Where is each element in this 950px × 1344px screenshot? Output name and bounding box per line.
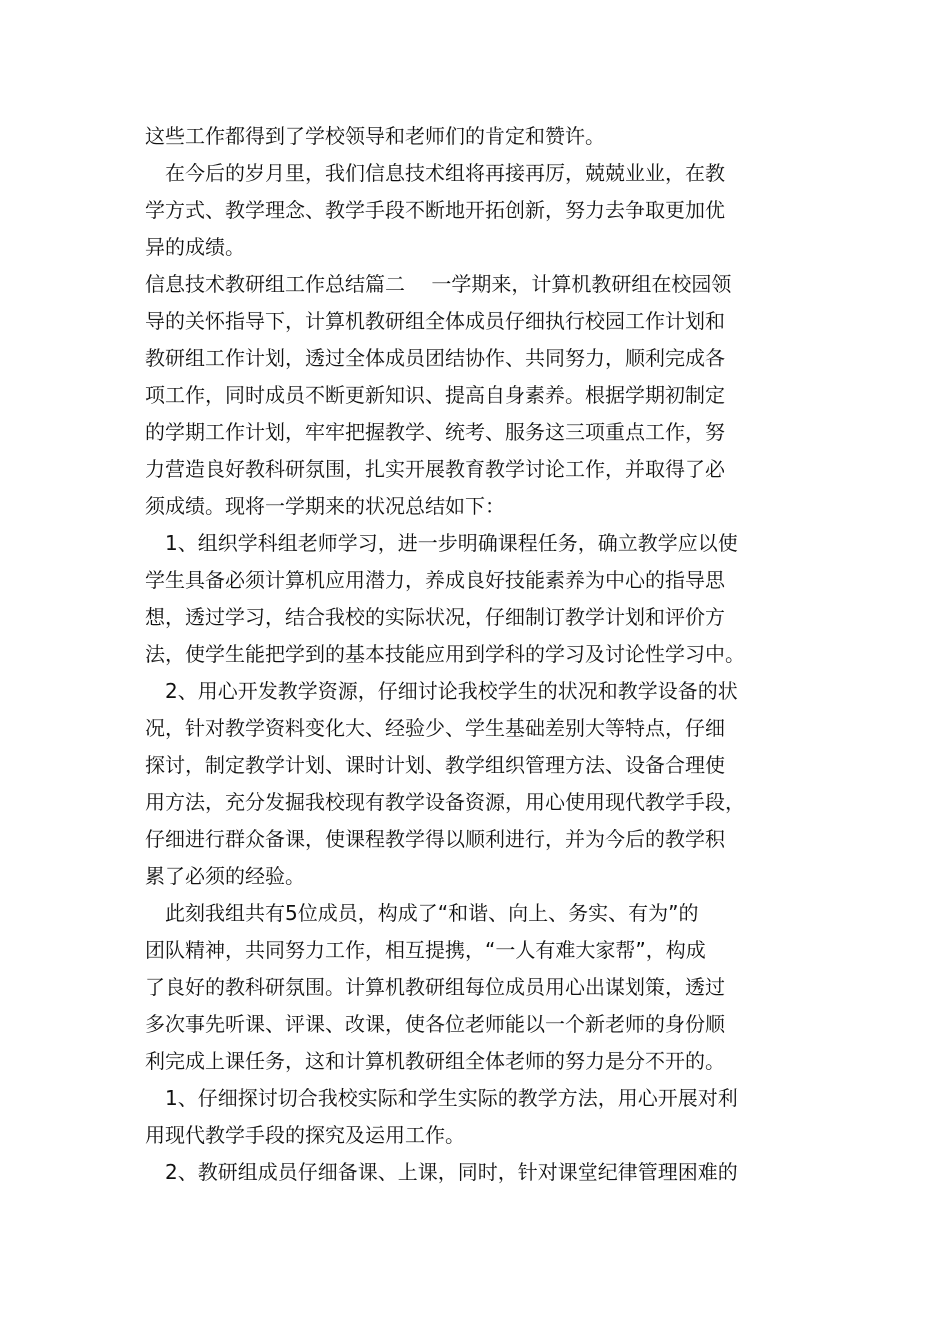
text-line: 信息技术教研组工作总结篇二 一学期来，计算机教研组在校园领 bbox=[145, 272, 732, 296]
text-line: 1、组织学科组老师学习，进一步明确课程任务，确立教学应以使 bbox=[145, 531, 738, 555]
text-line: 团队精神，共同努力工作，相互提携，“一人有难大家帮”，构成 bbox=[145, 938, 706, 962]
text-line: 导的关怀指导下，计算机教研组全体成员仔细执行校园工作计划和 bbox=[145, 309, 725, 333]
document-body bbox=[145, 118, 810, 1191]
text-line: 学方式、教学理念、教学手段不断地开拓创新，努力去争取更加优 bbox=[145, 198, 725, 222]
text-line: 2、用心开发教学资源，仔细讨论我校学生的状况和教学设备的状 bbox=[145, 679, 738, 703]
text-line: 2、教研组成员仔细备课、上课，同时，针对课堂纪律管理困难的 bbox=[145, 1160, 738, 1184]
text-line: 项工作，同时成员不断更新知识、提高自身素养。根据学期初制定 bbox=[145, 383, 725, 407]
text-line: 利完成上课任务，这和计算机教研组全体老师的努力是分不开的。 bbox=[145, 1049, 725, 1073]
text-line: 仔细进行群众备课，使课程教学得以顺利进行，并为今后的教学积 bbox=[145, 827, 725, 851]
text-line: 想，透过学习，结合我校的实际状况，仔细制订教学计划和评价方 bbox=[145, 605, 725, 629]
text-line: 须成绩。现将一学期来的状况总结如下： bbox=[145, 494, 505, 518]
text-line: 况，针对教学资料变化大、经验少、学生基础差别大等特点，仔细 bbox=[145, 716, 725, 740]
text-line: 用现代教学手段的探究及运用工作。 bbox=[145, 1123, 465, 1147]
text-line: 异的成绩。 bbox=[145, 235, 245, 259]
text-line: 在今后的岁月里，我们信息技术组将再接再厉，兢兢业业，在教 bbox=[145, 161, 725, 185]
text-line: 用方法，充分发掘我校现有教学设备资源，用心使用现代教学手段， bbox=[145, 790, 745, 814]
text-line: 法，使学生能把学到的基本技能应用到学科的学习及讨论性学习中。 bbox=[145, 642, 745, 666]
text-line: 1、仔细探讨切合我校实际和学生实际的教学方法，用心开展对利 bbox=[145, 1086, 738, 1110]
text-line: 教研组工作计划，透过全体成员团结协作、共同努力，顺利完成各 bbox=[145, 346, 725, 370]
text-line: 了良好的教科研氛围。计算机教研组每位成员用心出谋划策，透过 bbox=[145, 975, 725, 999]
text-line: 累了必须的经验。 bbox=[145, 864, 305, 888]
text-line: 学生具备必须计算机应用潜力，养成良好技能素养为中心的指导思 bbox=[145, 568, 725, 592]
text-line: 力营造良好教科研氛围，扎实开展教育教学讨论工作，并取得了必 bbox=[145, 457, 725, 481]
text-line: 探讨，制定教学计划、课时计划、教学组织管理方法、设备合理使 bbox=[145, 753, 725, 777]
text-line: 的学期工作计划，牢牢把握教学、统考、服务这三项重点工作，努 bbox=[145, 420, 725, 444]
text-line: 此刻我组共有5位成员，构成了“和谐、向上、务实、有为”的 bbox=[145, 901, 699, 925]
text-line: 多次事先听课、评课、改课，使各位老师能以一个新老师的身份顺 bbox=[145, 1012, 725, 1036]
text-line: 这些工作都得到了学校领导和老师们的肯定和赞许。 bbox=[145, 124, 605, 148]
